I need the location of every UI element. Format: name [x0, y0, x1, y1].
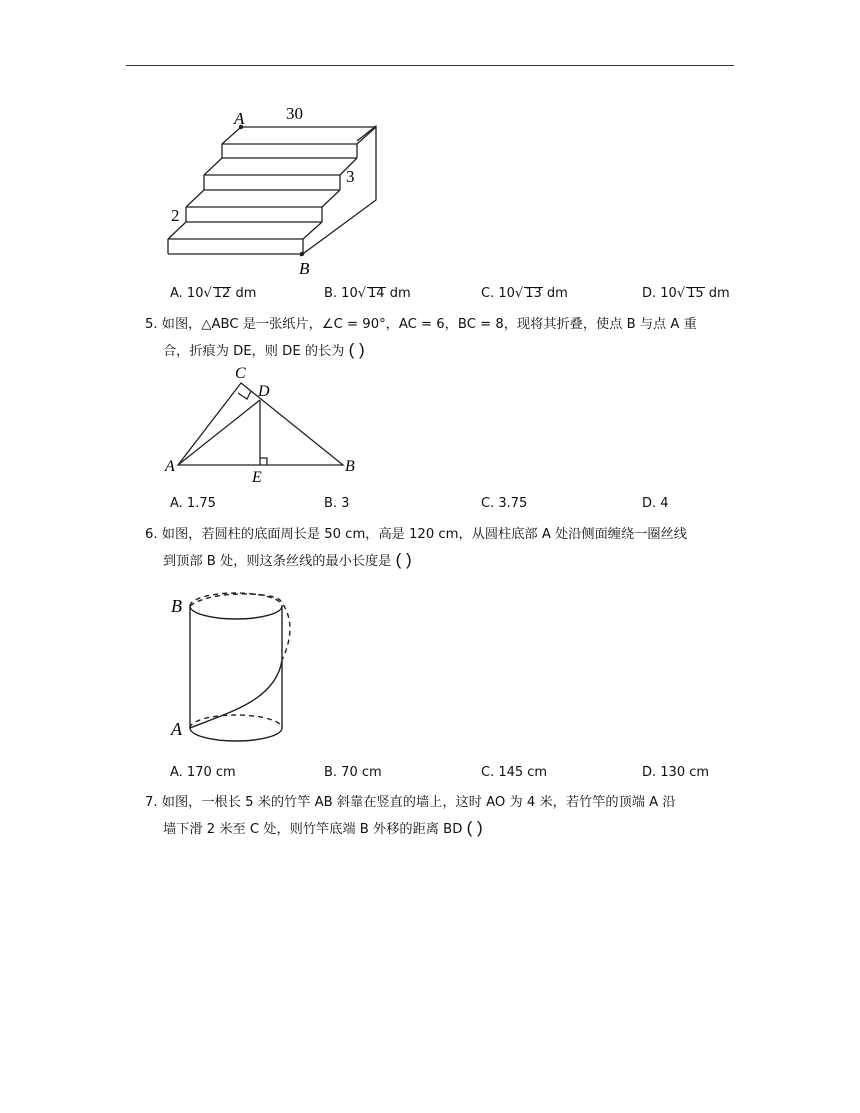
q6-options — [170, 765, 740, 785]
q7-line-1: 7. 如图，一根长 5 米的竹竿 AB 斜靠在竖直的墙上，这时 AO 为 4 米，若竹竿的顶端 A 沿 — [145, 795, 676, 810]
stair-length-label: 30 — [286, 104, 303, 123]
question-5 — [145, 312, 740, 362]
q6-option-c[interactable]: C. 145 cm — [481, 765, 548, 780]
cylinder-figure — [160, 578, 300, 753]
triangle-point-d: D — [258, 383, 270, 400]
q6-option-b[interactable]: B. 70 cm — [324, 765, 382, 780]
q4-option-b[interactable]: B. 10√ 14 dm — [324, 286, 411, 301]
header-rule — [126, 65, 734, 66]
staircase-figure — [160, 98, 390, 278]
q4-option-d[interactable]: D. 10√ 15 dm — [642, 286, 730, 301]
q5-option-c[interactable]: C. 3.75 — [481, 496, 528, 511]
q5-option-b[interactable]: B. 3 — [324, 496, 350, 511]
cylinder-point-b: B — [171, 596, 182, 616]
answer-blank[interactable]: ( ) — [466, 818, 483, 837]
q5-option-a[interactable]: A. 1.75 — [170, 496, 216, 511]
triangle-figure — [160, 360, 370, 490]
q5-line-1: 5. 如图，△ABC 是一张纸片，∠C = 90°，AC = 6，BC = 8，现将其折叠，使点 B 与点 A 重 — [145, 317, 697, 332]
answer-blank[interactable]: ( ) — [348, 340, 365, 359]
q6-option-d[interactable]: D. 130 cm — [642, 765, 710, 780]
stair-point-a: A — [234, 109, 245, 128]
q6-line-1: 6. 如图，若圆柱的底面周长是 50 cm，高是 120 cm，从圆柱底部 A 处沿侧面缠绕一圈丝线 — [145, 527, 687, 542]
triangle-point-c: C — [235, 365, 246, 382]
q5-options — [170, 496, 740, 516]
q4-option-c[interactable]: C. 10√ 13 dm — [481, 286, 568, 301]
q6-option-a[interactable]: A. 170 cm — [170, 765, 236, 780]
triangle-point-e: E — [252, 469, 262, 486]
question-7 — [145, 790, 740, 840]
q4-options — [170, 286, 740, 306]
stair-depth-label: 2 — [171, 206, 180, 225]
triangle-point-a: A — [165, 458, 175, 475]
stair-height-label: 3 — [346, 167, 355, 186]
triangle-point-b: B — [345, 458, 355, 475]
q5-line-2: 合，折痕为 DE，则 DE 的长为 ( ) — [163, 340, 365, 359]
q6-line-2: 到顶部 B 处，则这条丝线的最小长度是 ( ) — [163, 550, 412, 569]
q4-option-a[interactable]: A. 10√ 12 dm — [170, 286, 257, 301]
question-6 — [145, 522, 740, 572]
q7-line-2: 墙下滑 2 米至 C 处，则竹竿底端 B 外移的距离 BD ( ) — [163, 818, 483, 837]
cylinder-point-a: A — [171, 719, 182, 739]
stair-point-b: B — [299, 259, 310, 278]
answer-blank[interactable]: ( ) — [395, 550, 412, 569]
q5-option-d[interactable]: D. 4 — [642, 496, 669, 511]
